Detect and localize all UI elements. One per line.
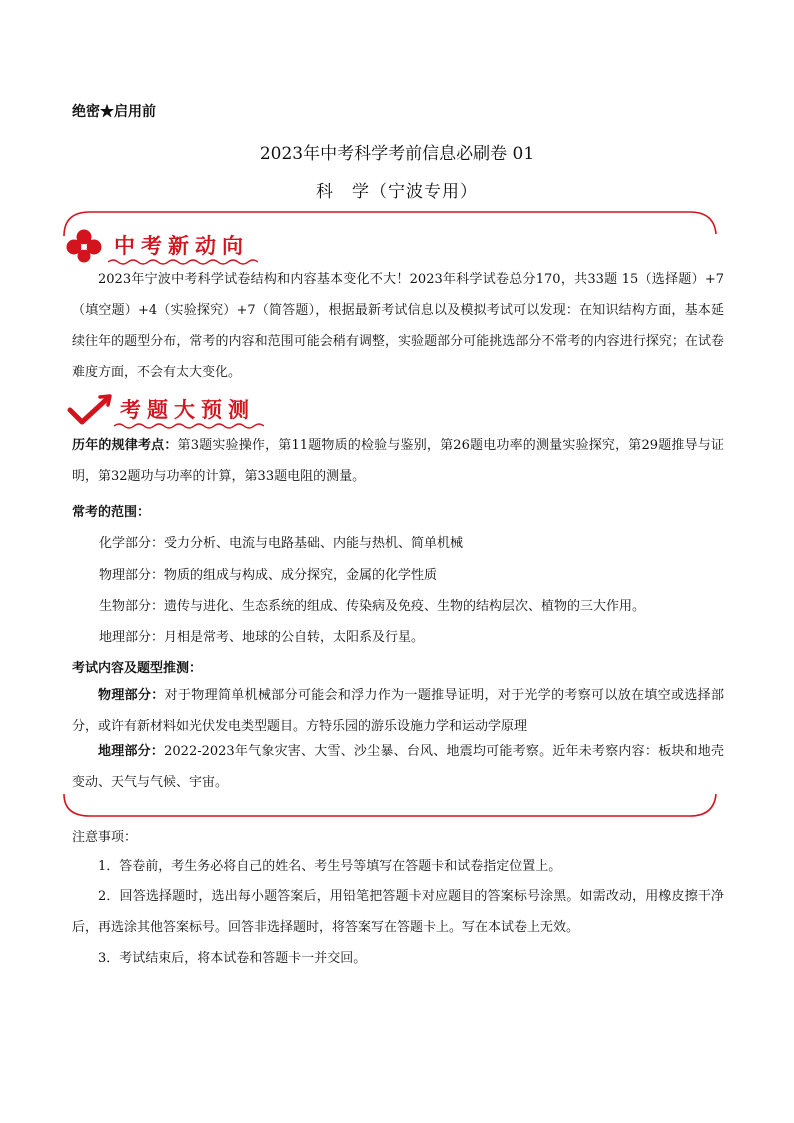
range-item-text: 受力分析、电流与电路基础、内能与热机、简单机械 (164, 536, 464, 551)
rule-paragraph (72, 430, 724, 492)
geography-text: 2022-2023年气象灾害、大雪、沙尘暴、台风、地震均可能考察。近年未考察内容：板块和地壳变动、天气与气候、宇宙。 (72, 744, 724, 790)
bottom-frame-line (60, 790, 720, 824)
range-item-text: 遗传与进化、生态系统的组成、传染病及免疫、生物的结构层次、植物的三大作用。 (164, 599, 646, 614)
range-item-geography (99, 626, 424, 645)
physics-text: 对于物理简单机械部分可能会和浮力作为一题推导证明，对于光学的考察可以放在填空或选择部分，或许有新材料如光伏发电类型题目。方特乐园的游乐设施力学和运动学原理 (72, 688, 724, 734)
range-item-label: 化学部分： (99, 536, 165, 551)
page-title: 2023年中考科学考前信息必刷卷 01 (259, 144, 535, 164)
note-item-2: 2．回答选择题时，选出每小题答案后，用铅笔把答题卡对应题目的答案标号涂黑。如需改动，用橡皮擦干净后，再选涂其他答案标号。回答非选择题时，将答案写在答题卡上。写在本试卷上无效。 (72, 889, 724, 935)
rule-label: 历年的规律考点： (72, 438, 178, 453)
secret-label: 绝密★启用前 (72, 104, 156, 120)
physics-label: 物理部分： (98, 688, 165, 703)
flower-icon (64, 228, 104, 264)
notes-title: 注意事项： (72, 830, 138, 845)
range-item-label: 物理部分： (99, 568, 165, 583)
range-item-biology (99, 595, 645, 614)
predict-label: 考试内容及题型推测： (72, 661, 203, 676)
geography-prediction (72, 736, 724, 798)
range-item-text: 物质的组成与构成、成分探究，金属的化学性质 (164, 568, 438, 583)
range-item-label: 生物部分： (99, 599, 165, 614)
range-label: 常考的范围： (72, 505, 151, 520)
range-item-physics (99, 564, 437, 583)
range-item-text: 月相是常考、地球的公自转，太阳系及行星。 (164, 630, 425, 645)
geography-label: 地理部分： (98, 744, 165, 759)
range-item-label: 地理部分： (99, 630, 165, 645)
wavy-underline (114, 422, 264, 430)
range-item-chemistry (99, 532, 463, 551)
rule-text: 第3题实验操作，第11题物质的检验与鉴别，第26题电功率的测量实验探究，第29题推导与证明，第32题功与功率的计算，第33题电阻的测量。 (72, 438, 724, 484)
note-item-3: 3．考试结束后，将本试卷和答题卡一并交回。 (98, 951, 367, 966)
section-heading-forecast: 考题大预测 (120, 398, 255, 422)
trends-paragraph: 2023年宁波中考科学试卷结构和内容基本变化不大！2023年科学试卷总分170，共33题 15（选择题）+7（填空题）+4（实验探究）+7（简答题），根据最新考试信息以及模拟考试可以发现：在知识结构方面，基本延续往年的题型分布，常考的内容和范围可能会稍有调整，实验题部分可能挑选部分不常考的内容进行探究；在试卷难度方面，不会有太大变化。 (72, 272, 724, 380)
section-heading-trends: 中考新动向 (114, 234, 249, 258)
check-arrow-icon (66, 392, 116, 426)
physics-prediction (72, 680, 724, 742)
page-subtitle: 科 学（宁波专用） (316, 182, 478, 202)
note-item-1: 1．答卷前，考生务必将自己的姓名、考生号等填写在答题卡和试卷指定位置上。 (98, 859, 562, 874)
